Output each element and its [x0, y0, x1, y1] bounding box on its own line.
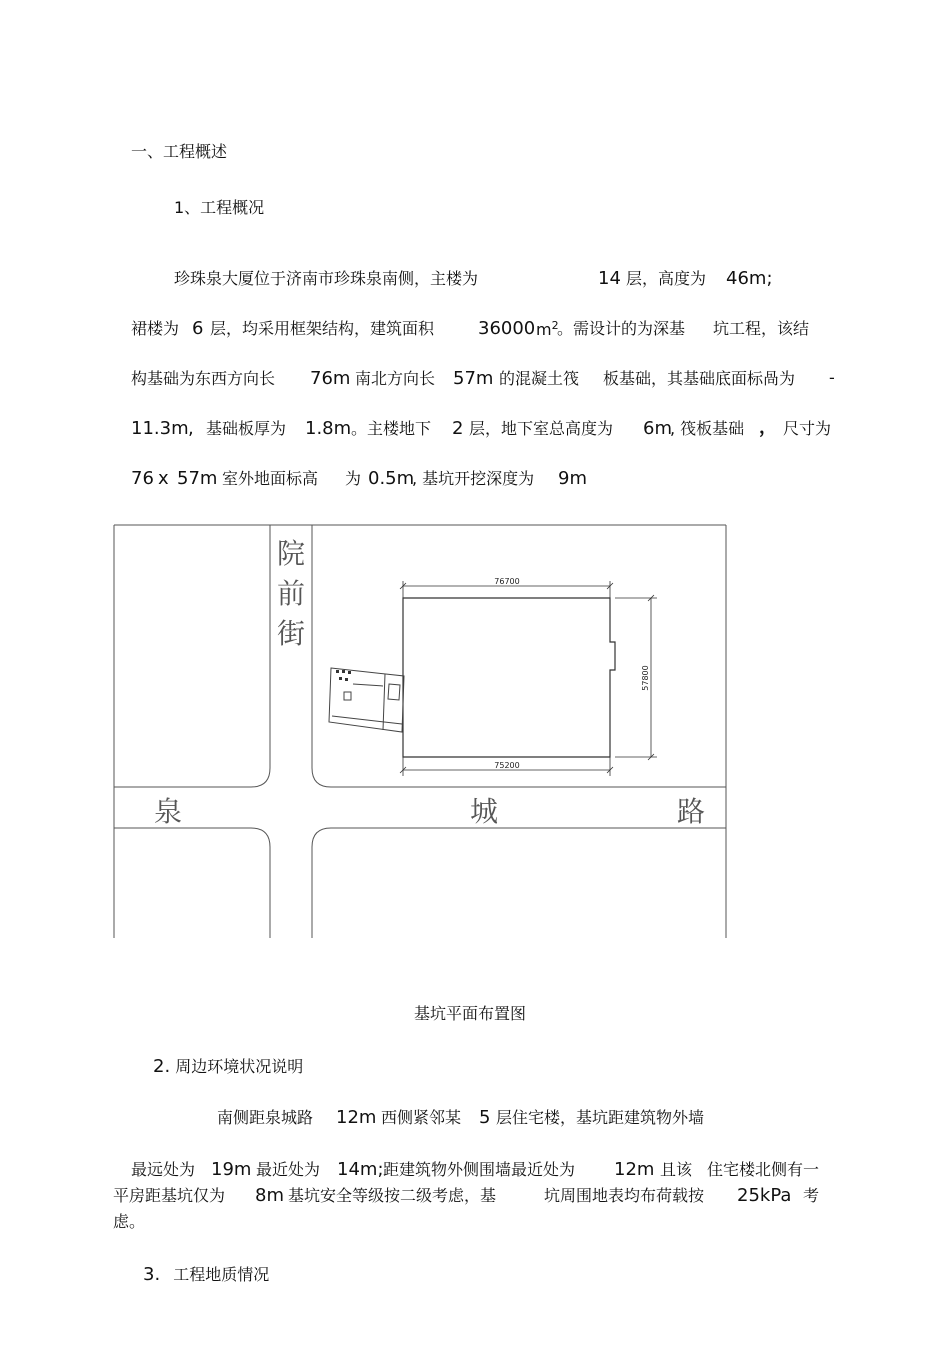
para-number: 57m: [177, 468, 218, 489]
street-label-west: 前: [276, 577, 306, 610]
street-labels: [154, 537, 705, 828]
street-label-south: 城: [469, 795, 499, 828]
para-number: 1.8m: [305, 418, 352, 439]
subsection-heading: [143, 1266, 269, 1284]
heading-number: 2.: [153, 1056, 171, 1077]
para-text: 西侧紧邻某: [381, 1108, 462, 1127]
para-number: 12m: [614, 1159, 655, 1180]
para-text: 最近处为: [256, 1160, 321, 1179]
para-number: 0.5m: [368, 468, 415, 489]
para-number: 19m: [211, 1159, 252, 1180]
dim-label-bottom: 75200: [494, 761, 520, 770]
subsection-heading: [153, 1058, 303, 1076]
para-text: 为: [345, 469, 362, 488]
building-mark: [339, 677, 342, 680]
para-text: 珍珠泉大厦位于济南市珍珠泉南侧，主楼为: [174, 269, 479, 288]
para-text: x: [158, 468, 169, 489]
para-number: 76: [131, 468, 154, 489]
para-number: 25kPa: [737, 1185, 792, 1206]
para-text: 基础板厚为: [206, 419, 287, 438]
para-number: 8m: [255, 1185, 284, 1206]
para-number: 6: [192, 318, 204, 339]
dimension-labels: [494, 577, 650, 770]
dim-label-top: 76700: [494, 577, 520, 586]
road-edge-sw: [114, 828, 270, 938]
para-text: 。需设计的为深基: [557, 319, 686, 338]
foundation-pit-outline: [403, 598, 615, 757]
para-text: 南北方向长: [355, 369, 436, 388]
para-number: 12m: [336, 1107, 377, 1128]
building-mark: [336, 670, 339, 673]
para-text: 裙楼为: [131, 319, 180, 338]
para-number: 9m: [558, 468, 587, 489]
para-number: 6m: [643, 418, 672, 439]
para-text: ，: [759, 417, 777, 438]
road-edge-se: [312, 828, 726, 938]
para-text: 层，高度为: [626, 269, 707, 288]
building-mark: [348, 671, 351, 674]
building-line: [332, 716, 402, 724]
figure-caption: 基坑平面布置图: [414, 1004, 527, 1023]
building-marks: [336, 670, 351, 681]
para-text: 基坑安全等级按二级考虑，基: [288, 1186, 497, 1205]
para-number: 5: [479, 1107, 491, 1128]
para-text: 最远处为: [131, 1160, 196, 1179]
para-number: 76m: [310, 368, 351, 389]
para-number: 46m;: [726, 268, 773, 289]
para-text: -: [829, 368, 835, 387]
building-line: [388, 684, 400, 700]
para-text: 坑工程，该结: [713, 319, 810, 338]
dim-label-right: 57800: [641, 665, 650, 691]
heading-text: 工程地质情况: [173, 1265, 270, 1284]
para-text: 且该: [660, 1160, 693, 1179]
para-number: 11.3m: [131, 418, 189, 439]
para-text: 层，均采用框架结构，建筑面积: [210, 319, 435, 338]
street-label-south: 路: [676, 795, 706, 828]
road-edge-ne: [312, 525, 726, 787]
pit-boundary: [403, 598, 615, 757]
para-number: 14: [598, 268, 621, 289]
para-text: 构基础为东西方向长: [131, 369, 276, 388]
para-text: 距建筑物外侧围墙最近处为: [383, 1160, 576, 1179]
para-text: 坑周围地表均布荷载按: [544, 1186, 705, 1205]
para-number: 36000: [478, 318, 536, 339]
heading-text: 周边环境状况说明: [175, 1057, 304, 1076]
para-text: 南侧距泉城路: [217, 1108, 314, 1127]
para-number: 57m: [453, 368, 494, 389]
street-label-west: 院: [276, 537, 306, 570]
section-heading: 一、工程概述: [131, 142, 228, 161]
site-plan-figure: [113, 524, 727, 938]
building-line: [353, 684, 383, 686]
para-text: 平房距基坑仅为: [113, 1186, 226, 1205]
subsection-heading: 1、工程概况: [174, 198, 265, 217]
para-text: 的混凝土筏: [499, 369, 580, 388]
para-text: 板基础，其基础底面标咼为: [603, 369, 796, 388]
building-mark: [342, 670, 345, 673]
building-mark: [345, 678, 348, 681]
para-number: 14m;: [337, 1159, 384, 1180]
para-text: 。主楼地下: [351, 419, 432, 438]
para-text: , 基坑开挖深度为: [412, 469, 535, 488]
site-outline: [114, 525, 726, 938]
road-edge-nw: [114, 525, 270, 787]
para-text: , 筏板基础: [670, 419, 745, 438]
heading-number: 3.: [143, 1264, 161, 1285]
para-text: 尺寸为: [783, 419, 832, 438]
street-label-west: 街: [276, 617, 306, 650]
para-text: 层住宅楼，基坑距建筑物外墙: [496, 1108, 705, 1127]
para-text: 住宅楼北侧有一: [707, 1160, 820, 1179]
area-unit: $m^2$: [536, 319, 559, 339]
para-text: 考: [803, 1186, 820, 1205]
para-text: 层，地下室总高度为: [469, 419, 614, 438]
street-label-south: 泉: [153, 795, 183, 828]
para-number: 2: [452, 418, 464, 439]
para-text: ,: [188, 418, 194, 439]
para-text: 室外地面标高: [222, 469, 319, 488]
building-line: [344, 692, 351, 700]
dimension-lines: [400, 581, 657, 776]
para-text: 虑。: [113, 1212, 146, 1231]
